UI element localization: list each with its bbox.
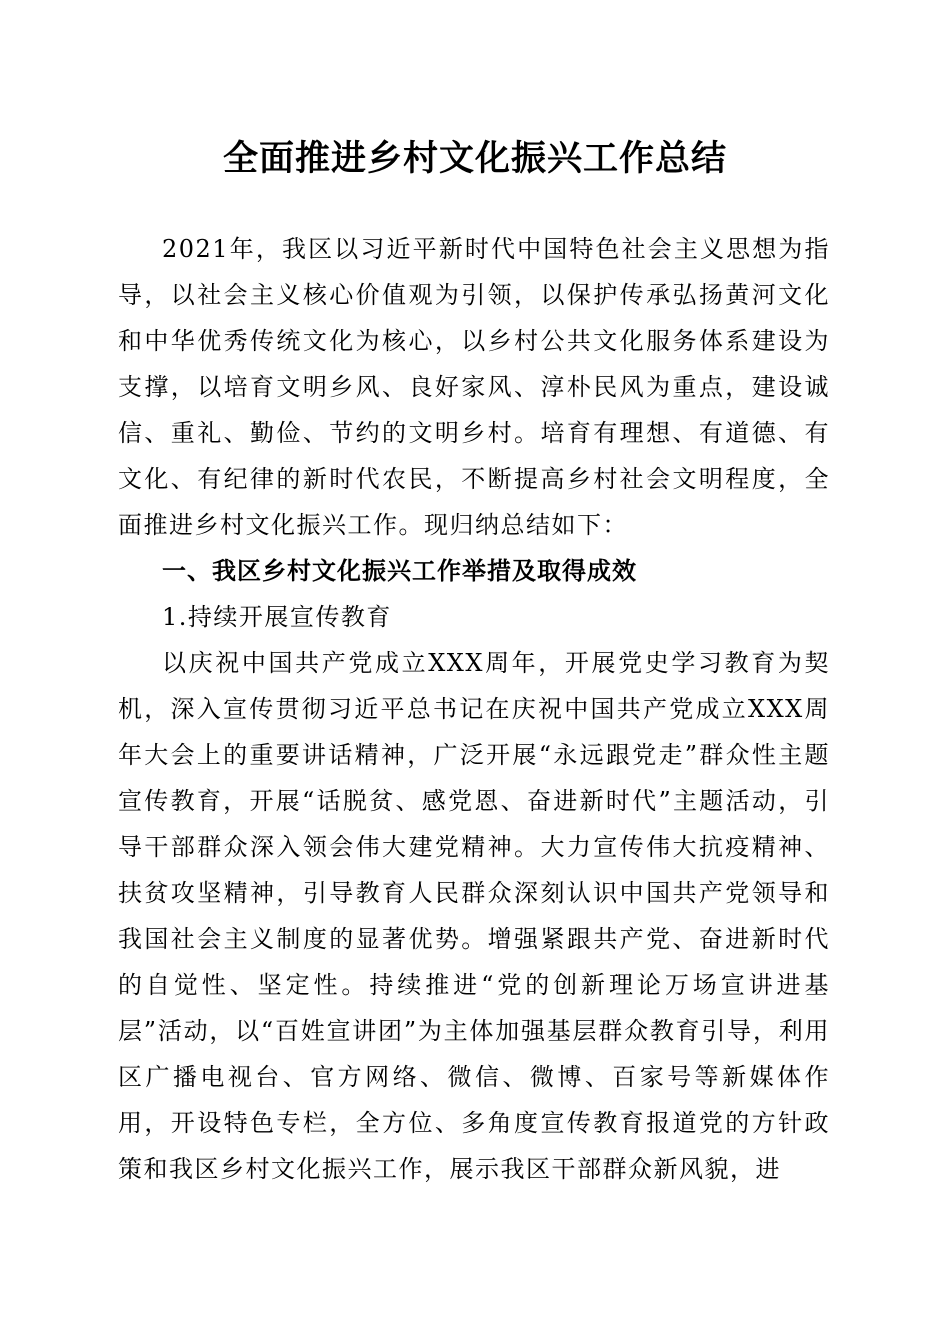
intro-paragraph: 2021年，我区以习近平新时代中国特色社会主义思想为指导，以社会主义核心价值观为引领，以保护传承弘扬黄河文化和中华优秀传统文化为核心，以乡村公共文化服务体系建设为支撑，以培育文明乡风、良好家风、淳朴民风为重点，建设诚信、重礼、勤俭、节约的文明乡村。培育有理想、有道德、有文化、有纪律的新时代农民，不断提高乡村社会文明程度，全面推进乡村文化振兴工作。现归纳总结如下： <box>118 235 830 539</box>
document-title: 全面推进乡村文化振兴工作总结 <box>222 138 727 179</box>
subsection-paragraph: 以庆祝中国共产党成立XXX周年，开展党史学习教育为契机，深入宣传贯彻习近平总书记在庆祝中国共产党成立XXX周年大会上的重要讲话精神，广泛开展“永远跟党走”群众性主题宣传教育，开展“话脱贫、感党恩、奋进新时代”主题活动，引导干部群众深入领会伟大建党精神。大力宣传伟大抗疫精神、扶贫攻坚精神，引导教育人民群众深刻认识中国共产党领导和我国社会主义制度的显著优势。增强紧跟共产党、奋进新时代的自觉性、坚定性。持续推进“党的创新理论万场宣讲进基层”活动，以“百姓宣讲团”为主体加强基层群众教育引导，利用区广播电视台、官方网络、微信、微博、百家号等新媒体作用，开设特色专栏，全方位、多角度宣传教育报道党的方针政策和我区乡村文化振兴工作，展示我区干部群众新风貌，进 <box>118 649 830 1183</box>
document-body <box>118 226 830 1192</box>
section-heading: 一、我区乡村文化振兴工作举措及取得成效 <box>162 557 637 585</box>
subsection-heading: 1.持续开展宣传教育 <box>162 603 392 631</box>
